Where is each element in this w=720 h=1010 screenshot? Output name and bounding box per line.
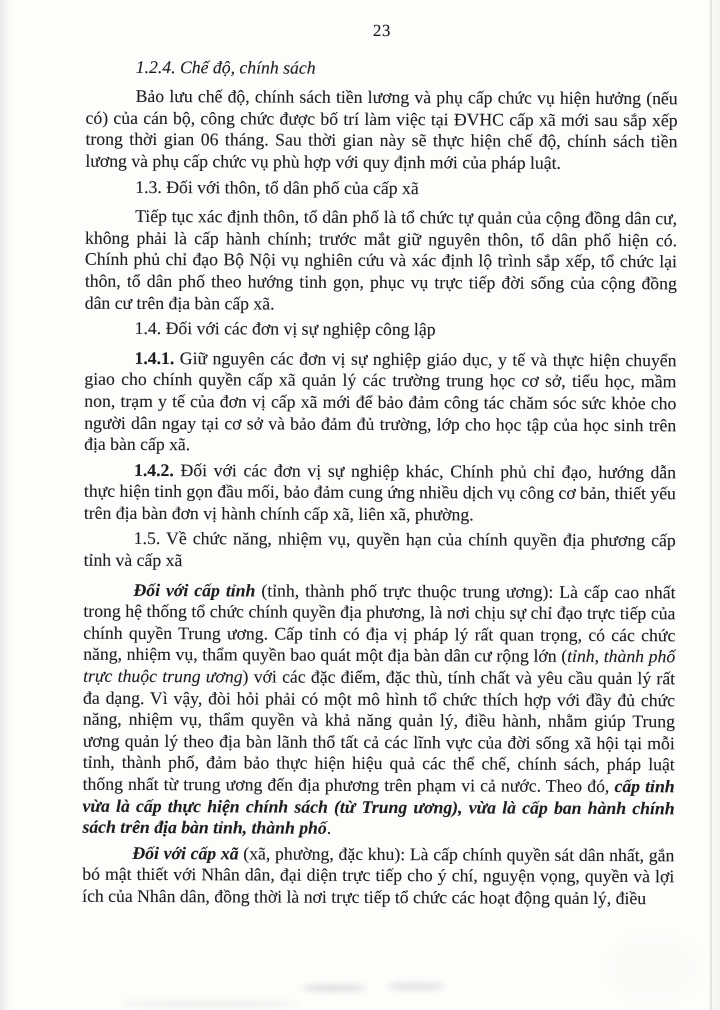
text-segment: . [326, 817, 332, 838]
text-segment: ) với các đặc điểm, đặc thù, tính chất và yêu cầu quản lý rất đa dạng. Vì vậy, đòi hỏi phải có một mô hình tổ chức thích hợp với đầy đủ chức năng, nhiệm vụ, thẩm quyền và khả năng quản lý, điều hành, nhằm giúp Trung ương quản lý theo địa bàn lãnh thổ tất cả các lĩnh vực của đời sống xã hội tại mỗi tỉnh, thành phố, đảm bảo thực hiện hiệu quả các thể chế, chính sách, pháp luật thống nhất từ trung ương đến địa phương trên phạm vi cả nước. Theo đó, [82, 666, 676, 797]
item-number-label: 1.4.1. [134, 347, 175, 368]
scan-smudge [302, 984, 366, 992]
page-number: 23 [372, 20, 391, 41]
section-heading-1-3 [85, 176, 677, 200]
paragraph-1-4-2 [84, 459, 676, 526]
lead-in-label: Đối với cấp xã [132, 842, 239, 864]
scan-smudge [388, 982, 444, 991]
scan-edge-right [710, 0, 712, 1010]
heading-text: 1.4. Đối với các đơn vị sự nghiệp công lập [134, 318, 436, 340]
text-segment: Bảo lưu chế độ, chính sách tiền lương và phụ cấp chức vụ hiện hưởng (nếu có) của cán bộ, công chức được bố trí làm việc tại ĐVHC cấp xã mới sau sắp xếp trong thời gian 06 tháng. Sau thời gian này sẽ thực hiện chế độ, chính sách tiền lương và phụ cấp chức vụ phù hợp với quy định mới của pháp luật. [85, 86, 678, 173]
section-heading-1-4 [85, 318, 677, 342]
section-heading-1-5 [84, 528, 676, 574]
scan-smudge [283, 63, 313, 68]
paragraph-che-do-chinh-sach [85, 86, 677, 175]
text-segment: (xã, phường, đặc khu): Là cấp chính quyền sát dân nhất, gắn bó mật thiết với Nhân dân, đại diện trực tiếp cho ý chí, nguyện vọng, quyền và lợi ích của Nhân dân, đồng thời là nơi trực tiếp tổ chức các hoạt động quản lý, điều [82, 843, 675, 909]
scan-smudge [610, 938, 700, 998]
heading-text: 1.5. Về chức năng, nhiệm vụ, quyền hạn của chính quyền địa phương cấp tỉnh và cấp xã [83, 528, 676, 571]
document-body [82, 56, 678, 910]
item-number-label: 1.4.2. [133, 459, 174, 480]
text-segment: Tiếp tục xác định thôn, tổ dân phố là tổ chức tự quản của cộng đồng dân cư, không phải là cấp hành chính; trước mắt giữ nguyên thôn, tổ dân phố hiện có. Chính phủ chỉ đạo Bộ Nội vụ nghiên cứu và xác định lộ trình sắp xếp, tổ chức lại thôn, tổ dân phố theo hướng tinh gọn, phục vụ trực tiếp đời sống của cộng đồng dân cư trên địa bàn cấp xã. [84, 206, 678, 314]
text-segment: Đối với các đơn vị sự nghiệp khác, Chính phủ chỉ đạo, hướng dẫn thực hiện tinh gọn đầu mối, bảo đảm cung ứng nhiều dịch vụ công cơ bản, thiết yếu trên địa bàn đơn vị hành chính cấp xã, liên xã, phường. [83, 459, 677, 525]
paragraph-thon-to-dan-pho [85, 206, 677, 317]
text-segment: Giữ nguyên các đơn vị sự nghiệp giáo dục, y tế và thực hiện chuyển giao cho chính quyền cấp xã quản lý các trường trung học cơ sở, tiểu học, mầm non, trạm y tế của đơn vị cấp xã mới để bảo đảm công tác chăm sóc sức khỏe cho người dân ngay tại cơ sở và bảo đảm đủ trường, lớp cho học tập của học sinh trên địa bàn cấp xã. [84, 347, 677, 455]
text-segment: (tỉnh, thành phố trực thuộc trung ương): Là cấp cao nhất trong hệ thống tổ chức chính quyền địa phương, là nơi chịu sự chỉ đạo trực tiếp của chính quyền Trung ương. Cấp tỉnh có địa vị pháp lý rất quan trọng, có các chức năng, nhiệm vụ, thẩm quyền bao quát một địa bàn dân cư rộng lớn ( [83, 580, 676, 667]
section-heading-1-2-4 [86, 56, 678, 80]
scan-smudge [120, 1000, 300, 1007]
heading-text: 1.2.4. Chế độ, chính sách [135, 56, 316, 78]
heading-text: 1.3. Đối với thôn, tổ dân phố của cấp xã [135, 176, 419, 198]
paragraph-1-4-1 [84, 347, 676, 458]
paragraph-doi-voi-cap-tinh [82, 579, 675, 841]
lead-in-label: Đối với cấp tỉnh [133, 579, 256, 601]
paragraph-doi-voi-cap-xa [82, 842, 674, 909]
document-content [82, 19, 678, 914]
italic-text-segment: tỉnh, thành phố trực thuộc trung ương [83, 646, 676, 687]
emphasis-text-segment: cấp tỉnh vừa là cấp thực hiện chính sách (từ Trung ương), vừa là cấp ban hành chính sách trên địa bàn tỉnh, thành phố [82, 776, 675, 838]
